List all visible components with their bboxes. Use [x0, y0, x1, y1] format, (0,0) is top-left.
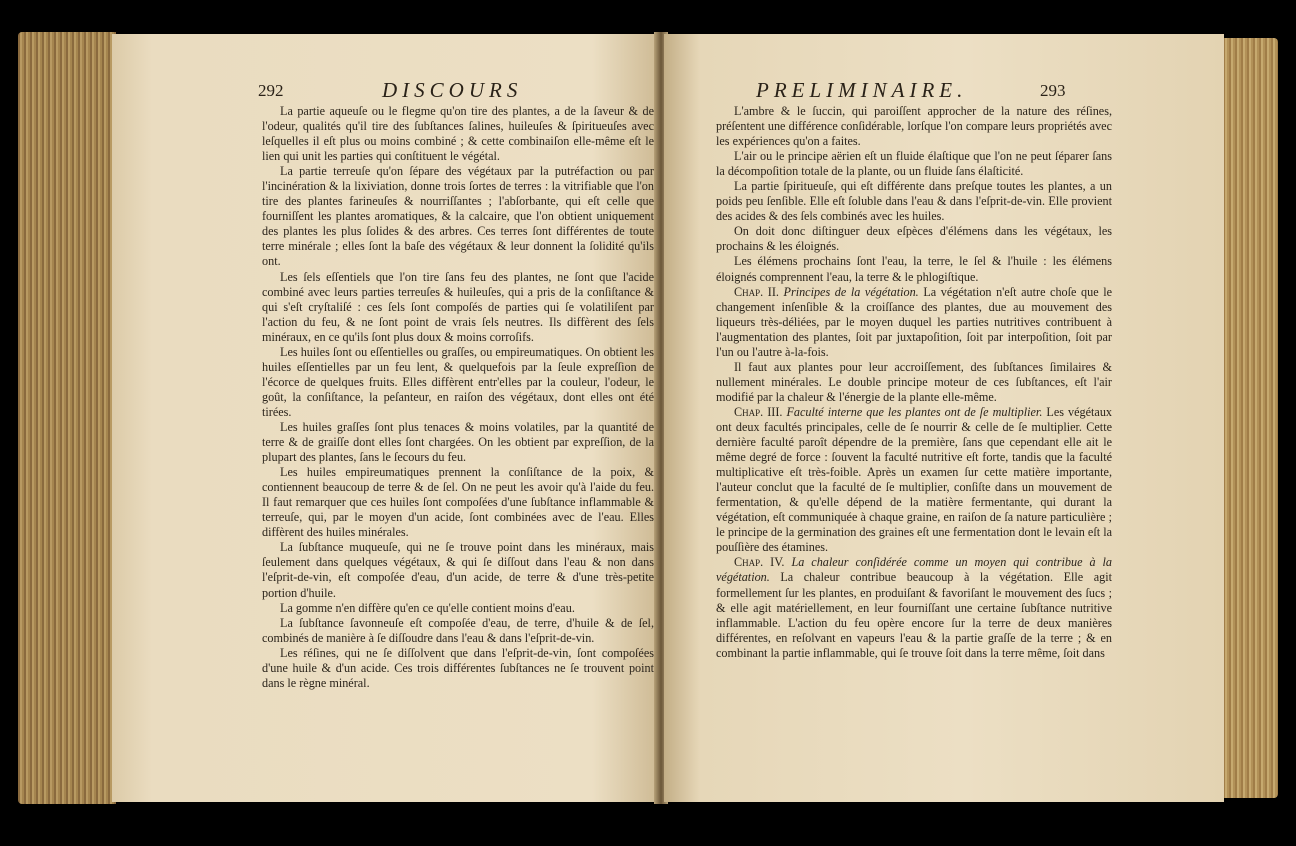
chapter-label: Chap. II. — [734, 284, 779, 299]
chapter-paragraph — [716, 285, 1112, 360]
paragraph: L'air ou le principe aërien eſt un fluide élaſtique que l'on ne peut ſéparer ſans la décompoſition totale de la plante, ou un fluide ſans élaſticité. — [716, 149, 1112, 179]
paragraph: La partie aqueuſe ou le flegme qu'on tire des plantes, a de la ſaveur & de l'odeur, qualités qu'il tire des ſubſtances ſalines, huileuſes & ſpiritueuſes avec leſquelles il eſt plus ou moins combiné ; & cette combinaiſon elle-même eſt le lien qui unit les parties qui conſtituent le végétal. — [262, 104, 654, 164]
chapter-text: La chaleur contribue beaucoup à la végétation. Elle agit formellement ſur les plantes, en produiſant & favoriſant le mouvement des ſucs ; & elle agit matériellement, en leur fourniſſant une certaine ſubſtance nutritive inflammable. L'action du feu opère encore ſur la terre de deux manières différentes, en reſolvant en vapeurs l'eau & la partie graſſe de la terre ; & en combinant la partie inflammable, qui ſe trouve ſoit dans la terre même, ſoit dans — [716, 570, 1113, 660]
chapter-title: Principes de la végétation. — [783, 284, 919, 299]
chapter-label: Chap. IV. — [734, 555, 785, 570]
chapter-paragraph — [716, 405, 1112, 555]
paragraph: La gomme n'en diffère qu'en ce qu'elle contient moins d'eau. — [280, 600, 575, 615]
paragraph: On doit donc diſtinguer deux eſpèces d'élémens dans les végétaux, les prochains & les éloignés. — [716, 224, 1112, 254]
right-page-text — [716, 104, 1112, 661]
chapter-paragraph — [716, 555, 1112, 660]
chapter-title: Faculté interne que les plantes ont de ſe multiplier. — [786, 404, 1043, 419]
paragraph: Les huiles empireumatiques prennent la conſiſtance de la poix, & contiennent beaucoup de terre & de ſel. On ne peut les avoir qu'à l'aide du feu. Il faut remarquer que ces huiles ſont compoſées d'une ſubſtance inflammable & terreuſe, qui, par le moyen d'un acide, ſont combinées avec de l'eau. Elles diffèrent des huiles minérales. — [262, 465, 654, 540]
running-header-left: DISCOURS — [382, 78, 523, 102]
chapter-title: La chaleur conſidérée comme un moyen qui contribue à la végétation. — [716, 555, 1113, 585]
right-page-edges — [1223, 38, 1278, 798]
paragraph: Les ſels eſſentiels que l'on tire ſans feu des plantes, ne ſont que l'acide combiné avec leurs parties terreuſes & huileuſes, qui a pris de la conſiſtance & qui s'eſt cryſtaliſé : ces ſels ſont compoſés de parties qui ſe volatiliſent par l'action du feu, & ne ſont point de vrais ſels neutres. Ils diffèrent des ſels minéraux, en ce qu'ils ſont plus doux & moins corroſifs. — [262, 269, 654, 344]
paragraph: La ſubſtance ſavonneuſe eſt compoſée d'eau, de terre, d'huile & de ſel, combinés de manière à ſe diſſoudre dans l'eau & dans l'eſprit-de-vin. — [262, 615, 654, 645]
page-number-right: 293 — [1040, 81, 1066, 100]
left-page — [112, 34, 660, 802]
chapter-text: La végétation n'eſt autre choſe que le changement inſenſible & la croiſſance des plantes, due au mouvement des liqueurs très-déliées, par le moyen duquel les parties nutritives contribuent à l'augmentation des plantes, ſoit par juxtapoſition, ſoit par interpoſition, ſoit par l'un ou l'autre à-la-fois. — [716, 284, 1112, 359]
paragraph: La partie ſpiritueuſe, qui eſt différente dans preſque toutes les plantes, a un poids peu ſenſible. Elle eſt ſoluble dans l'eau & dans l'eſprit-de-vin. Elle provient des acides & des ſels combinés avec les huiles. — [716, 179, 1112, 224]
paragraph: Les huiles graſſes ſont plus tenaces & moins volatiles, par la quantité de terre & de graiſſe dont elles ſont chargées. On les obtient par expreſſion, de la plupart des plantes, ſans le ſecours du feu. — [262, 419, 654, 465]
running-header-right: PRELIMINAIRE. — [756, 78, 968, 102]
left-page-text — [262, 104, 654, 691]
paragraph: Les réſines, qui ne ſe diſſolvent que dans l'eſprit-de-vin, ſont compoſées d'une huile & d'un acide. Ces trois différentes ſubſtances ne ſe trouvent point dans le règne minéral. — [262, 645, 654, 690]
paragraph: La partie terreuſe qu'on ſépare des végétaux par la putréfaction ou par l'incinération & la lixiviation, donne trois ſortes de terres : la vitrifiable que l'on tire des plantes farineuſes & nourriſſantes ; l'abſorbante, qui eſt celle que fourniſſent les plantes aromatiques, & la calcaire, que l'on obtient uniquement des plantes les plus ſolides & des arbres. Ces terres ſont différentes de toute terre minérale ; elles ſont la baſe des végétaux & leur donnent la ſolidité qu'ils ont. — [262, 164, 654, 269]
paragraph: L'ambre & le ſuccin, qui paroiſſent approcher de la nature des réſines, préſentent une différence conſidérable, lorſque l'on compare leurs propriétés avec les expériences qu'on a faites. — [716, 104, 1112, 149]
paragraph: Les huiles ſont ou eſſentielles ou graſſes, ou empireumatiques. On obtient les huiles eſſentielles par un feu lent, & quelquefois par la ſeule expreſſion de l'écorce de quelques fruits. Elles diffèrent entr'elles par la couleur, l'odeur, le goût, la conſiſtance, la peſanteur, en raiſon des végétaux, dont elles ont été tirées. — [262, 344, 654, 419]
paragraph: La ſubſtance muqueuſe, qui ne ſe trouve point dans les minéraux, mais ſeulement dans quelques végétaux, & qui ſe diſſout dans l'eau & non dans l'eſprit-de-vin, eſt compoſée d'eau, d'un acide, de terre & d'une très-petite portion d'huile. — [262, 540, 654, 600]
right-page — [664, 34, 1224, 802]
paragraph — [716, 360, 1112, 405]
chapter-text: Il faut aux plantes pour leur accroiſſement, des ſubſtances ſimilaires & nullement minérales. Le double principe moteur de ces ſubſtances, eſt l'air modifié par la chaleur & l'énergie de la plante elle-même. — [716, 359, 1112, 404]
left-page-edges — [18, 32, 116, 804]
open-book — [18, 32, 1278, 804]
paragraph: Les élémens prochains ſont l'eau, la terre, le ſel & l'huile : les élémens éloignés comprennent l'eau, la terre & le phlogiſtique. — [716, 254, 1112, 284]
page-number-left: 292 — [258, 81, 284, 100]
chapter-text: Les végétaux ont deux facultés principales, celle de ſe nourrir & celle de ſe multiplier. Cette dernière faculté paroît dépendre de la première, ſans que cependant elle ait le même degré de force : ſouvent la faculté nutritive eſt forte, tandis que la faculté multiplicative eſt très-foible. Après un examen ſur cette matière importante, l'auteur conclut que la faculté de ſe multiplier, conſiſte dans un mouvement de fermentation, & qu'elle dépend de la matière fermentante, qui durant la végétation, eſt communiquée à chaque graine, en raiſon de ſa nature particulière ; le principe de la germination des graines eſt une fermentation dont le levain eſt la pouſſière des étamines. — [716, 404, 1113, 555]
chapter-label: Chap. III. — [734, 404, 783, 419]
